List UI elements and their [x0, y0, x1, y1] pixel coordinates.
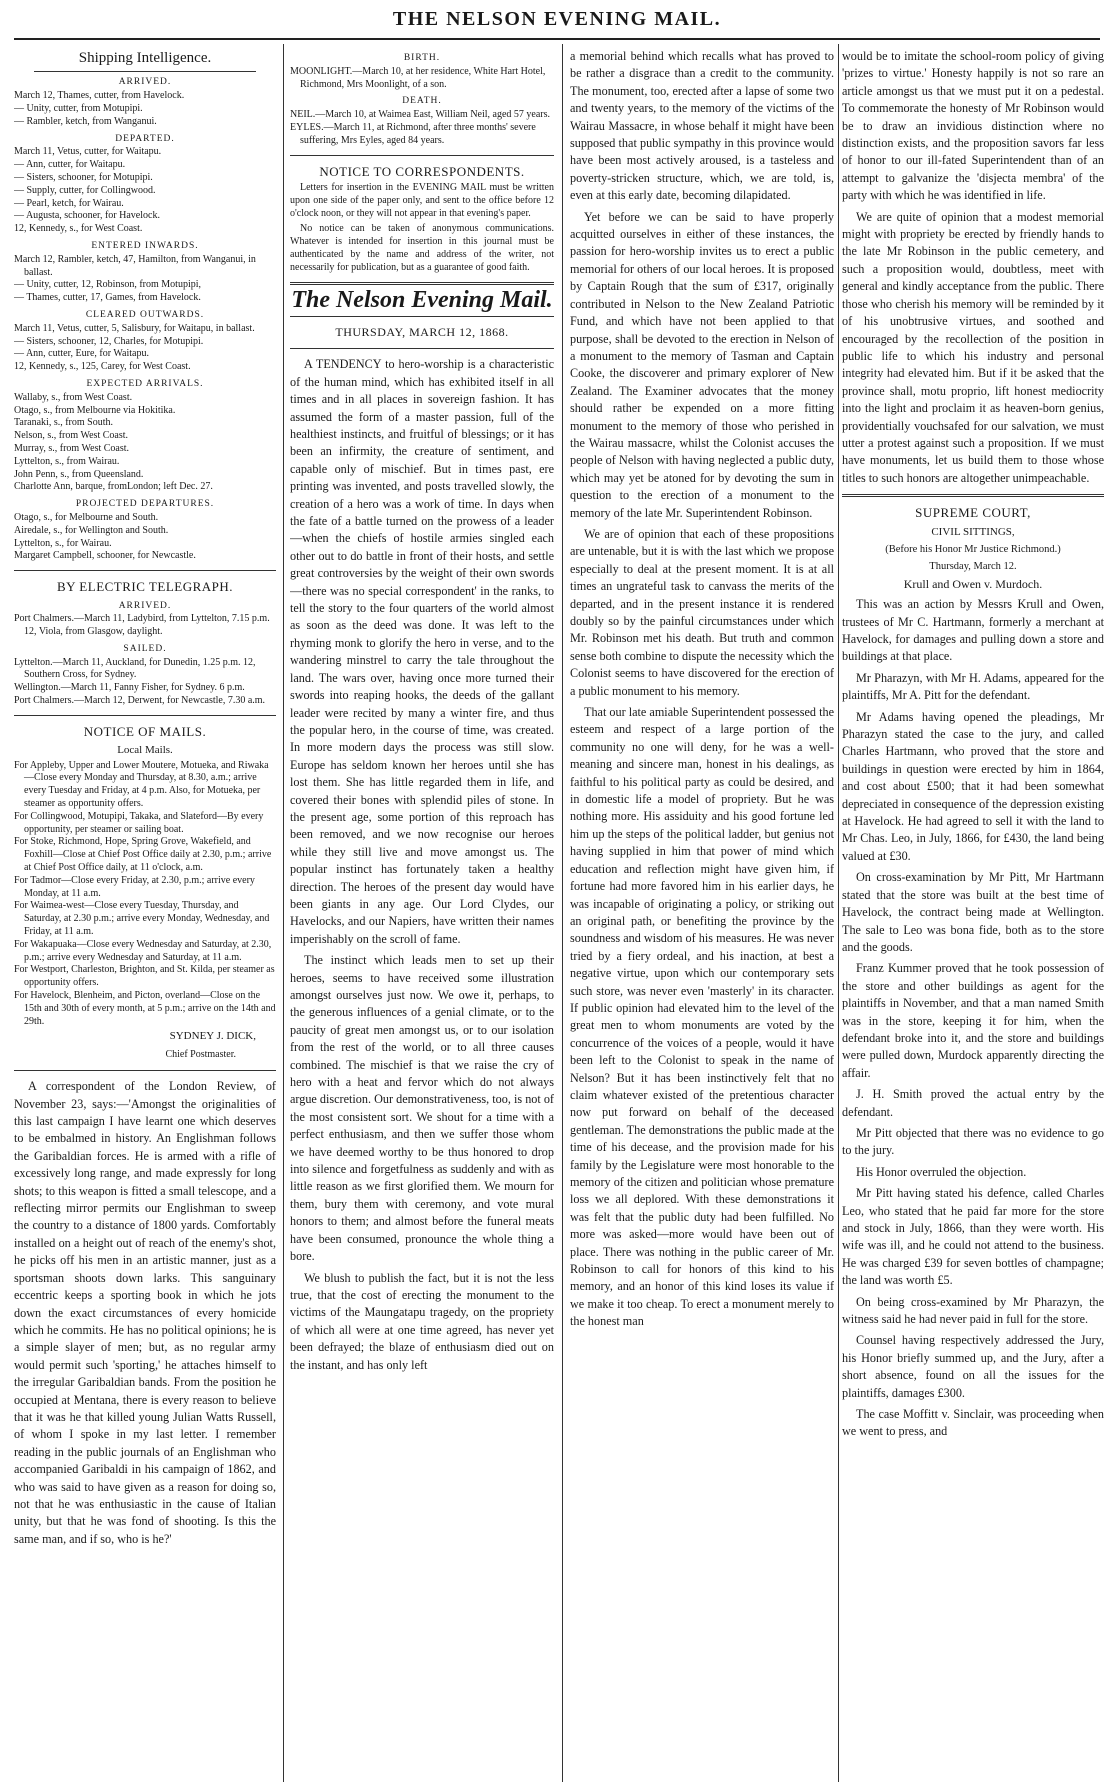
divider — [290, 348, 554, 349]
masthead-rule — [14, 38, 1100, 40]
divider — [842, 494, 1104, 497]
list-item: For Tadmor—Close every Friday, at 2.30, p.m.; arrive every Monday, at 11 a.m. — [14, 874, 255, 899]
postmaster-title: Chief Postmaster. — [165, 1048, 236, 1060]
list-item: Nelson, s., from West Coast. — [14, 430, 129, 442]
list-item: March 11, Vetus, cutter, 5, Salisbury, for Waitapu, in ballast. — [14, 322, 255, 334]
shipping-title: Shipping Intelligence. — [78, 50, 212, 66]
divider — [34, 71, 256, 72]
list-item: — Unity, cutter, from Motupipi. — [14, 103, 143, 114]
list-item: For Appleby, Upper and Lower Moutere, Motueka, and Riwaka—Close every Monday and Thursday, at 8.30, a.m.; arrive every Tuesday and Friday, at 4 p.m. Also, for Motueka, per steamer as opportunity offers. — [14, 759, 269, 810]
list-item: March 12, Rambler, ketch, 47, Hamilton, from Wanganui, in ballast. — [14, 253, 256, 278]
mails-title: NOTICE OF MAILS. — [83, 723, 207, 739]
leader-paragraph: That our late amiable Superintendent possessed the esteem and respect of a large portion of the community no one will deny, for he was a well-meaning and sincere man, honest in his dealings, as faithful to his political party as could be desired, and in domestic life a model of propriety. But he was nothing more. His assiduity and his good fortune led him up the steps of the political ladder, but genius not having supplied in him that power of mind which education and reflection might have given him, if fortune had more favored him in his earlier days, he was incapable of originating a policy, or striking out an original path, or benefiting the province by the soundness and wisdom of his measures. He was never tried by a fiery ordeal, and his inaction, at best a negative virtue, upon which our contemporary sets such store, was never even 'masterly' in its character. If public opinion had elevated him to the level of the great men to whom monuments are voted by the concurrence of the voices of a people, would it have been left to the Colonist to speak in the name of Nelson? But it has been instinctively felt that no claim whatever existed of the pretentious character now put forward on behalf of the deceased gentleman. The demonstrations the public made at the time of his decease, and the provision made for his family by the Legislature were most honorable to the memory of the citizen and politician whose premature loss we all deplored. With these demonstrations it was felt that the public duty had been fulfilled. No more was asked—more would have been out of place. There was nothing in the public career of Mr. Robinson to call for honors of this kind to his memory, and an honor of this kind loses its value if we make it too cheap. To erect a monument merely to the honest man — [570, 705, 834, 1329]
list-item: — Ann, cutter, for Waitapu. — [14, 159, 126, 171]
masthead: THE NELSON EVENING MAIL. — [392, 8, 722, 30]
divider — [14, 715, 276, 716]
leader-paragraph: We are quite of opinion that a modest memorial might with propriety be erected by friendly hands to the late Mr Robinson in the public cemetery, and such a proposition would, doubtless, meet with general and kindly acceptance from the public. There those who cherish his memory will be reminded by it of his unobtrusive virtues, and soothed and encouraged by the recollection of the position in public life to which his industry and personal integrity had elevated him. But if it be asked that the province shall, motu proprio, lift honest mediocrity into the light and proclaim it as heaven-born genius, providentially vouchsafed for our salvation, we must utter a protest against such a proposition. If we must have monuments, let us build them to those whose titles to such honors are altogether unimpeachable. — [842, 209, 1104, 485]
court-paragraph: On being cross-examined by Mr Pharazyn, the witness said he had never paid in full for the store. — [842, 1294, 1104, 1327]
correspondent-paragraph: A correspondent of the London Review, of November 23, says:—'Amongst the originalities of this last campaign I have learnt one which deserves to be embalmed in history. An Englishman follows the Garibaldian forces. He is armed with a rifle of excessively long range, and made expressly for long shots; to this weapon is fitted a small telescope, and a reflecting mirror permits our Englishman to sweep the country to a distance of 1800 yards. Comfortably installed on a height out of reach of the enemy's shot, he picks off his men in an artistic manner, just as a sportsman shoots down larks. This sanguinary eccentric keeps a sporting book in which he jots down the exact circumstances of every homicide which he commits. He has no political opinions; he is a simple slayer of men; but, as no regular army would permit such 'sporting,' he attaches himself to the irregular Garibaldian bands. From the position he occupied at Mentana, there is every reason to believe that it was he that killed young Julian Watts Russell, of whom I spoke in my last letter. I remember reading in the public journals of an Englishman who accompanied Garibaldi in his campaign of 1862, and who was said to have given as a reason for doing so, not that he was enthusiastic in the cause of Italian unity, but that he was fond of shooting. Is this the same man, and if so, who is he?' — [14, 1079, 276, 1546]
list-item: — Unity, cutter, 12, Robinson, from Motupipi, — [14, 279, 201, 291]
list-item: — Supply, cutter, for Collingwood. — [14, 184, 156, 196]
list-item: John Penn, s., from Queensland. — [14, 468, 144, 480]
birth-title: BIRTH. — [403, 53, 441, 63]
list-item: Wellington.—March 11, Fanny Fisher, for Sydney. 6 p.m. — [14, 682, 245, 694]
paper-title: The Nelson Evening Mail. — [291, 286, 553, 313]
court-paragraph: On cross-examination by Mr Pitt, Mr Hartmann stated that the store was built at the best time of Havelock, the contract being made at Wellington. The sale to Leo was bona fide, both as to the store and the goods. — [842, 870, 1104, 954]
list-item: Lyttelton.—March 11, Auckland, for Dunedin, 1.25 p.m. 12, Southern Cross, for Sydney. — [14, 656, 256, 681]
list-item: For Wakapuaka—Close every Wednesday and Saturday, at 2.30, p.m.; arrive every Wednesday and Saturday, at 11 a.m. — [14, 938, 272, 963]
court-paragraph: Mr Adams having opened the pleadings, Mr Pharazyn stated the case to the jury, and called Charles Hartmann, who proved that the store and buildings in question were erected by him in 1864, and cost about £500; that it had been somewhat depreciated in consequence of the depression existing at Havelock. He had agreed to sell it with the land to Mr Chas. Leo, in July, 1866, for £430, the land being valued at £30. — [842, 709, 1104, 863]
divider — [290, 316, 554, 317]
list-item: Otago, s., for Melbourne and South. — [14, 511, 159, 523]
leader-paragraph: would be to imitate the school-room policy of giving 'prizes to virtue.' Honesty happily is not so rare an article amongst us that we must put it on a pedestal. To commemorate the honesty of Mr Robinson would be to draw an invidious distinction where no distinction exists, and the proposition savors far less of honor to our ill-fated Superintendent than of an attempt to galvanize the 'disjecta membra' of the party with which he was identified in life. — [842, 49, 1104, 203]
column-1 — [14, 48, 276, 1778]
mails-subhead: Local Mails. — [117, 744, 173, 757]
court-date: Thursday, March 12. — [929, 561, 1017, 573]
postmaster-signature: SYDNEY J. DICK, — [169, 1030, 256, 1043]
leader-paragraph: A TENDENCY to hero-worship is a characteristic of the human mind, which has exhibited itself in all times and in all places in sovereign fashion. It has assumed the form of a master passion, full of the healthiest instincts, and fruitful of blessings; or it has been an infirmity, the creature of sentiment, and capable only of mischief. But in times past, ere printing was invented, and posts travelled slowly, the creation of a hero was a work of time. In days when the fate of a battle turned on the prowess of a leader—when the chiefs of hostile armies singled each other out to do battle in front of their hosts, and settle great controversies by the weight of their own swords—there was no special correspondent' in the ranks, to tell the story to the four quarters of the world almost as soon as the deed was done. It was left to the rhyming monk to glorify the hero in verse, and to the wandering minstrel to carry the tale throughout the land. The wars over, having once more turned their swords into reaping hooks, the deeds of the gallant leader were recited by many a winter fire, and thus the popular hero, in the course of time, was created. In more modern days the process was still slow. Europe has seldom known her heroes until she has lost them. She has little regarded them in life, and covered their bones with splendid piles of stone. In the present age, some portion of this reproach has been removed, and we now recognise our heroes while they still live and move amongst us. The popular instinct has fortunately taken a healthy direction. The heroes of the present day would have been giants in any age. Our Lord Clydes, our Havelocks, and our Napiers, have written their names imperishably on the scroll of fame. — [290, 357, 554, 946]
list-item: Lyttelton, s., from Wairau. — [14, 455, 120, 467]
list-item: For Havelock, Blenheim, and Picton, overland—Close on the 15th and 30th of every month, at 5 p.m.; arrive on the 14th and 29th. — [14, 990, 276, 1027]
court-paragraph: J. H. Smith proved the actual entry by the defendant. — [842, 1087, 1104, 1119]
column-4 — [842, 48, 1104, 1778]
list-item: Airedale, s., for Wellington and South. — [14, 524, 169, 536]
court-subtitle: CIVIL SITTINGS, — [931, 525, 1015, 538]
list-item: Taranaki, s., from South. — [14, 417, 114, 429]
list-item: Margaret Campbell, schooner, for Newcastle. — [14, 550, 196, 562]
court-paragraph: Mr Pitt objected that there was no evidence to go to the jury. — [842, 1125, 1104, 1158]
section-subhead: ARRIVED. — [118, 600, 172, 611]
list-item: Charlotte Ann, barque, fromLondon; left Dec. 27. — [14, 481, 213, 493]
column-2 — [290, 48, 554, 1778]
list-item: — Sisters, schooner, for Motupipi. — [14, 171, 153, 183]
section-subhead: CLEARED OUTWARDS. — [85, 309, 205, 320]
section-subhead: ARRIVED. — [118, 77, 172, 88]
list-item: — Sisters, schooner, 12, Charles, for Motupipi. — [14, 335, 204, 347]
list-item: March 12, Thames, cutter, from Havelock. — [14, 90, 185, 102]
leader-paragraph: Yet before we can be said to have properly acquitted ourselves in either of these instances, the passion for hero-worship invites us to erect a public memorial for others of our local heroes. It is proposed by Captain Rough that the sum of £317, originally contributed in Nelson to the New Zealand Patriotic Fund, and which have not been applied to that purpose, shall be devoted to the erection in Nelson of a monument to the memory of Tasman and Captain Cooke, the discoverer and primary explorer of New Zealand. The Examiner advocates that the money should rather be expended on a more fitting monument to the memory of those who perished in the Wairau massacre, whilst the Colonist accuses the people of Nelson with having neglected a public duty, which may yet be atoned for by devoting the sum in question to the erection of a monument to the memory of the late Mr. Superintendent Robinson. — [570, 209, 834, 520]
list-item: For Stoke, Richmond, Hope, Spring Grove, Wakefield, and Foxhill—Close at Chief Post Office daily at 2.30, p.m.; arrive at Chief Post Office daily, at 11 o'clock, a.m. — [14, 836, 272, 874]
list-item: Wallaby, s., from West Coast. — [14, 391, 133, 403]
leader-paragraph: We are of opinion that each of these propositions are untenable, but it is with the last which we propose especially to deal at the present moment. It is at all times an ungrateful task to canvass the merits of the departed, and in the present instance it is rendered doubly so by the painful circumstances under which Mr. Robinson met his death. But truth and common sense both combine to dispute the necessity which the Colonist seems to have discovered for the erection of a public monument to his memory. — [570, 526, 834, 698]
leader-paragraph: The instinct which leads men to set up their heroes, seems to have received some illustration amongst ourselves just now. We owe it, perhaps, to the generous influences of a genial climate, or to the paucity of great men amongst us, or to our isolation from the rest of the world, or to all three causes combined. The mischief is that we raise the cry of hero with a heat and fervor which do not always argue discretion. Our demonstrativeness, too, is not of the most consistent sort. We shout for a time with a perfect enthusiasm, and then we suffer those whom we have deemed worthy to be thus honored to drop into silence and forgetfulness as suddenly and with as little reason as we first glorified them. We mourn for them, bury them with ceremony, and vote mural honors to them; and almost before the funeral meats have been consumed, pronounce the whole thing a bore. — [290, 953, 554, 1264]
list-item: For Westport, Charleston, Brighton, and St. Kilda, per steamer as opportunity offers. — [14, 964, 275, 989]
leader-paragraph: We blush to publish the fact, but it is not the less true, that the cost of erecting the monument to the victims of the Maungatapu tragedy, on the propriety of which all were at one time agreed, has never yet been defrayed; the blaze of enthusiasm died out on the instant, and has only left — [290, 1270, 554, 1372]
list-item: March 11, Vetus, cutter, for Waitapu. — [14, 146, 162, 158]
divider — [290, 155, 554, 156]
list-item: Lyttelton, s., for Wairau. — [14, 537, 112, 549]
court-paragraph: Mr Pitt having stated his defence, called Charles Leo, who stated that he paid far more for the store and stock in July, 1866, than they were worth. His wife was ill, and he could not attend to the business. He was charged £39 for seven bottles of champagne; the land was worth £5. — [842, 1186, 1104, 1288]
list-item: — Pearl, ketch, for Wairau. — [14, 197, 124, 209]
list-item: — Rambler, ketch, from Wanganui. — [14, 115, 157, 127]
court-judge: (Before his Honor Mr Justice Richmond.) — [885, 543, 1061, 555]
list-item: 12, Kennedy, s., 125, Carey, for West Coast. — [14, 361, 191, 373]
divider — [290, 282, 554, 285]
column-3 — [570, 48, 834, 1778]
notice-paragraph: Letters for insertion in the EVENING MAIL must be written upon one side of the paper only, and sent to the office before 12 o'clock noon, or they will not appear in that evening's paper. — [290, 181, 554, 219]
leader-paragraph: a memorial behind which recalls what has proved to be rather a disgrace than a credit to the community. The monument, too, erected after a lapse of some two and twenty years, to the memory of the victims of the Wairau Massacre, in whose behalf it might have been supposed that public sympathy in this province would have been most actively aroused, is a tasteless and poverty-stricken structure, which, we are told, is, even at this early date, becoming dilapidated. — [570, 49, 834, 203]
section-subhead: DEPARTED. — [115, 133, 175, 144]
list-item: Otago, s., from Melbourne via Hokitika. — [14, 404, 176, 416]
birth-notice: MOONLIGHT.—March 10, at her residence, White Hart Hotel, Richmond, Mrs Moonlight, of a son. — [290, 65, 546, 90]
divider — [14, 570, 276, 571]
column-rule — [283, 44, 284, 1782]
case-title: Krull and Owen v. Murdoch. — [903, 576, 1043, 591]
list-item: For Collingwood, Motupipi, Takaka, and Slateford—By every opportunity, per steamer or sailing boat. — [14, 810, 264, 835]
list-item: — Augusta, schooner, for Havelock. — [14, 210, 160, 222]
telegraph-title: BY ELECTRIC TELEGRAPH. — [56, 579, 234, 595]
death-notice: NEIL.—March 10, at Waimea East, William Neil, aged 57 years. — [290, 109, 551, 121]
column-rule — [838, 44, 839, 1782]
list-item: Port Chalmers.—March 12, Derwent, for Newcastle, 7.30 a.m. — [14, 695, 266, 707]
divider — [14, 1070, 276, 1071]
section-subhead: SAILED. — [123, 643, 167, 654]
column-rule — [562, 44, 563, 1782]
court-paragraph: Franz Kummer proved that he took possession of the store and other buildings as agent for the plaintiffs in November, and that a man named Smith was in the store, keeping it for him, when the defendant broke into it, and the store and buildings were pulled down, Murdock apparently directing the affair. — [842, 961, 1104, 1080]
court-paragraph: His Honor overruled the objection. — [856, 1164, 1027, 1179]
notice-paragraph: No notice can be taken of anonymous communications. Whatever is intended for insertion in this journal must be authenticated by the name and address of the writer, not necessarily for publication, but as a guarantee of good faith. — [290, 223, 554, 273]
dateline: THURSDAY, MARCH 12, 1868. — [335, 324, 509, 339]
list-item: 12, Kennedy, s., for West Coast. — [14, 223, 143, 235]
list-item: Port Chalmers.—March 11, Ladybird, from Lyttelton, 7.15 p.m. 12, Viola, from Glasgow, daylight. — [14, 613, 270, 638]
list-item: Murray, s., from West Coast. — [14, 442, 130, 454]
list-item: — Thames, cutter, 17, Games, from Havelock. — [14, 292, 201, 304]
section-subhead: PROJECTED DEPARTURES. — [75, 499, 215, 510]
list-item: — Ann, cutter, Eure, for Waitapu. — [14, 348, 149, 360]
death-title: DEATH. — [402, 96, 442, 107]
court-paragraph: The case Moffitt v. Sinclair, was proceeding when we went to press, and — [842, 1407, 1104, 1439]
court-title: SUPREME COURT, — [915, 505, 1031, 521]
court-paragraph: Counsel having respectively addressed the Jury, his Honor briefly summed up, and the Jury, after a short absence, found on all the issues for the plaintiffs, damages £300. — [842, 1333, 1104, 1400]
court-paragraph: This was an action by Messrs Krull and Owen, trustees of Mr C. Hartmann, formerly a merchant at Havelock, for damages and pulling down a store and buildings at that place. — [842, 597, 1104, 664]
death-notice: EYLES.—March 11, at Richmond, after three months' severe suffering, Mrs Eyles, aged 84 years. — [290, 121, 536, 146]
section-subhead: ENTERED INWARDS. — [91, 240, 199, 251]
section-subhead: EXPECTED ARRIVALS. — [86, 378, 204, 389]
notice-title: NOTICE TO CORRESPONDENTS. — [319, 163, 525, 179]
list-item: For Waimea-west—Close every Tuesday, Thursday, and Saturday, at 2.30 p.m.; arrive every Monday, Wednesday, and Friday, at 11 a.m. — [14, 900, 270, 938]
court-paragraph: Mr Pharazyn, with Mr H. Adams, appeared for the plaintiffs, Mr A. Pitt for the defendant. — [842, 670, 1104, 703]
